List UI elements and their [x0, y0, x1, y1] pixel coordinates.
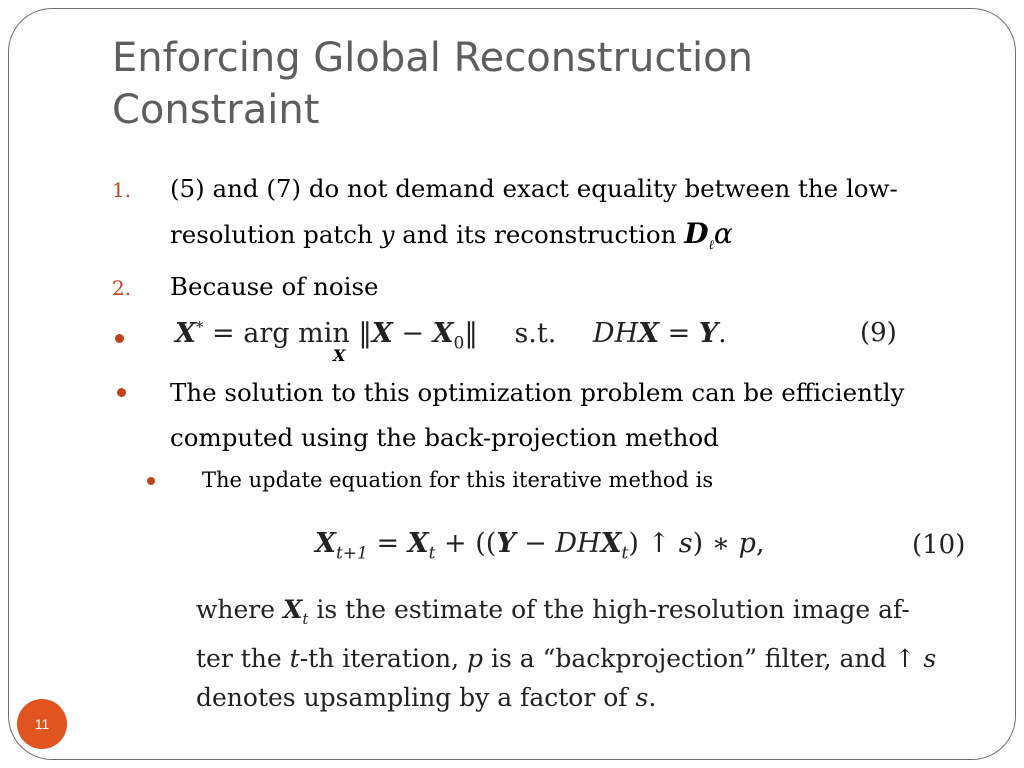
equation-9-number: (9)	[860, 318, 897, 348]
explanation-paragraph	[196, 590, 966, 717]
list-number-1: 1.	[112, 178, 132, 202]
equation-10: $X_{t+1} = X_t + ((Y - DHX_t)$ ↑ s) ∗ p,	[315, 528, 765, 564]
equation-9: X* = arg min ‖X − $X_0‖$ s.t. DHX = Y.	[175, 318, 727, 354]
bullet-dot	[115, 334, 124, 343]
list-item-4	[170, 370, 990, 460]
list-item-1	[170, 166, 970, 268]
paragraph-line3: denotes upsampling by a factor of s.	[196, 683, 657, 712]
sub-bullet-dot	[147, 477, 155, 485]
paragraph-line1: where $X_t$ is the estimate of the high-resolution image af-	[196, 595, 910, 628]
bullet-dot	[117, 388, 126, 397]
list-item-4-line2: computed using the back-projection method	[170, 423, 719, 452]
list-item-2: Because of noise	[170, 272, 379, 301]
sub-item: The update equation for this iterative method is	[202, 468, 714, 492]
paragraph-line2: ter the t-th iteration, p is a “backprojection” filter, and ↑ s	[196, 644, 937, 673]
slide-title: Enforcing Global Reconstruction Constraint	[112, 35, 753, 133]
list-item-1-line2: resolution patch y and its reconstruction $D_\ell\alpha$	[170, 217, 733, 253]
argmin-subscript: X	[333, 346, 346, 365]
equation-10-number: (10)	[912, 530, 966, 560]
page-number-badge: 11	[17, 699, 67, 749]
list-item-4-line1: The solution to this optimization problem can be efficiently	[170, 378, 905, 407]
list-item-1-line1: (5) and (7) do not demand exact equality between the low-	[170, 174, 898, 203]
list-number-2: 2.	[112, 276, 132, 300]
math-d: D	[684, 217, 709, 250]
